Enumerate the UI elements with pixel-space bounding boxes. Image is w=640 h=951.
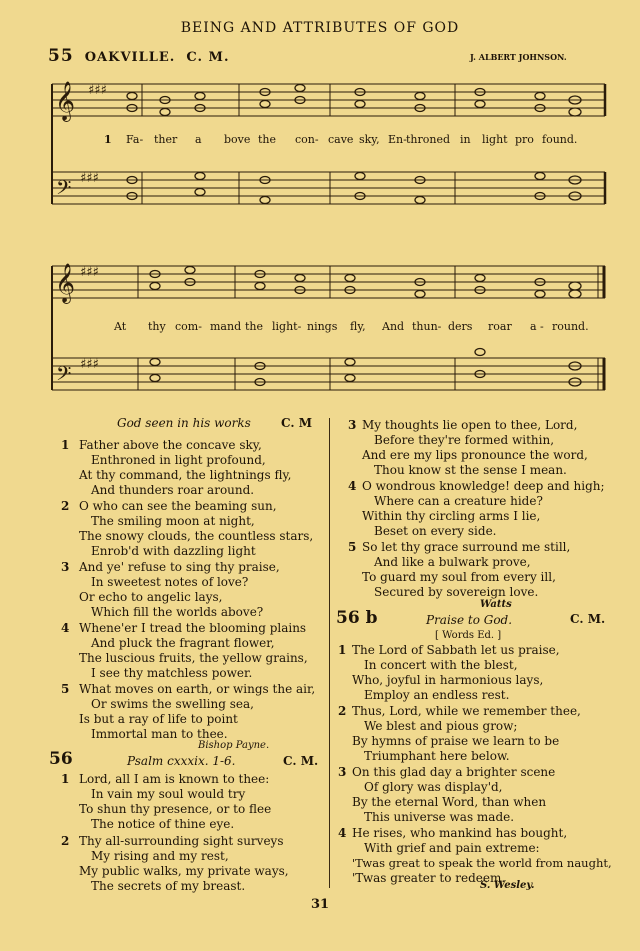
lyric-syllable: in [460, 133, 471, 146]
lyric-syllable: a [195, 133, 202, 146]
hymn-author: Bishop Payne. [198, 740, 270, 751]
tune-meter: C. M. [186, 50, 230, 65]
lyric-syllable: pro [515, 133, 534, 146]
stanza-number: 4 [61, 621, 70, 635]
hymn-meter: C. M. [283, 754, 319, 768]
verse-line: I see thy matchless power. [91, 666, 253, 680]
lyric-syllable: En- [388, 133, 407, 146]
lyric-syllable: fly, [350, 320, 366, 333]
verse-line: The Lord of Sabbath let us praise, [352, 643, 560, 657]
lyric-syllable: nings [307, 320, 338, 333]
verse-line: The snowy clouds, the countless stars, [79, 529, 314, 543]
lyric-syllable: found. [542, 133, 578, 146]
verse-line: Within thy circling arms I lie, [362, 509, 541, 523]
verse-line: And thunders roar around. [91, 483, 255, 497]
verse-line: Thou know st the sense I mean. [374, 463, 567, 477]
verse-line: To shun thy presence, or to flee [79, 802, 272, 816]
lyric-syllable: roar [488, 320, 512, 333]
verse-line: Thy all-surrounding sight surveys [79, 834, 284, 848]
lyric-syllable: light- [272, 320, 302, 333]
lyric-syllable: thy [148, 320, 166, 333]
stanza-number: 1 [338, 643, 347, 657]
stanza-number: 3 [338, 765, 347, 779]
stanza-number: 5 [348, 540, 357, 554]
verse-line: This universe was made. [364, 810, 515, 824]
lyric-syllable: sky, [359, 133, 380, 146]
lyric-syllable: mand [210, 320, 242, 333]
stanza-number: 5 [61, 682, 70, 696]
svg-text:♯♯♯: ♯♯♯ [88, 83, 107, 98]
verse-line: 'Twas great to speak the world from naught, [352, 856, 612, 870]
verse-line: And pluck the fragrant flower, [91, 636, 275, 650]
lyric-syllable: ther [154, 133, 178, 146]
stanza-number: 2 [61, 834, 70, 848]
lyric-syllable: And [382, 320, 405, 333]
hymn-55-text [49, 416, 325, 893]
verse-line: So let thy grace surround me still, [362, 540, 571, 554]
lyric-syllable: - [540, 320, 544, 333]
verse-line: The secrets of my breast. [91, 879, 246, 893]
verse-line: My public walks, my private ways, [79, 864, 289, 878]
hymn-note: [ Words Ed. ] [435, 630, 502, 641]
verse-line: In sweetest notes of love? [91, 575, 249, 589]
lyric-syllable: light [482, 133, 508, 146]
verse-line: Of glory was display'd, [364, 780, 503, 794]
verse-line: Or echo to angelic lays, [79, 590, 223, 604]
svg-text:𝄢: 𝄢 [56, 176, 72, 204]
verse-line: We blest and pious grow; [364, 719, 518, 733]
stanza-number: 2 [61, 499, 70, 513]
hymn-number: 56 b [336, 608, 378, 628]
verse-line: By the eternal Word, than when [352, 795, 547, 809]
svg-text:𝄢: 𝄢 [56, 362, 72, 390]
lyric-syllable: 1 [104, 133, 112, 146]
verse-line: My thoughts lie open to thee, Lord, [362, 418, 578, 432]
svg-text:𝄞: 𝄞 [55, 81, 76, 121]
hymn-title: God seen in his works [117, 416, 251, 430]
stanza-number: 1 [61, 438, 70, 452]
hymn-title: Psalm cxxxix. 1-6. [127, 754, 236, 768]
verse-line: And like a bulwark prove, [374, 555, 531, 569]
verse-line: Triumphant here below. [364, 749, 510, 763]
stanza-number: 1 [61, 772, 70, 786]
verse-line: Beset on every side. [374, 524, 497, 538]
verse-line: To guard my soul from every ill, [362, 570, 556, 584]
verse-line: At thy command, the lightnings fly, [79, 468, 292, 482]
verse-line: The luscious fruits, the yellow grains, [79, 651, 308, 665]
verse-line: By hymns of praise we learn to be [352, 734, 560, 748]
lyric-syllable: throned [406, 133, 451, 146]
right-column-text [336, 416, 630, 896]
verse-line: In vain my soul would try [91, 787, 246, 801]
lyric-syllable: a [530, 320, 537, 333]
lyric-syllable: ders [448, 320, 473, 333]
verse-line: Whene'er I tread the blooming plains [79, 621, 307, 635]
verse-line: My rising and my rest, [91, 849, 229, 863]
tune-heading [48, 46, 229, 66]
hymn-author: S. Wesley. [480, 880, 535, 891]
lyric-syllable: round. [552, 320, 589, 333]
tune-composer: J. ALBERT JOHNSON. [470, 52, 567, 62]
verse-line: He rises, who mankind has bought, [352, 826, 568, 840]
verse-line: In concert with the blest, [364, 658, 518, 672]
verse-line: The smiling moon at night, [91, 514, 255, 528]
verse-line: Where can a creature hide? [374, 494, 543, 508]
tune-number: 55 [48, 46, 74, 66]
lyric-syllable: thun- [412, 320, 442, 333]
verse-line: O who can see the beaming sun, [79, 499, 277, 513]
svg-text:♯♯♯: ♯♯♯ [80, 171, 99, 186]
svg-text:♯♯♯: ♯♯♯ [80, 265, 99, 280]
verse-line: What moves on earth, or wings the air, [79, 682, 316, 696]
stanza-number: 4 [338, 826, 347, 840]
page-header: BEING AND ATTRIBUTES OF GOD [180, 20, 460, 36]
music-lyrics-line1 [100, 133, 600, 149]
verse-line: Thus, Lord, while we remember thee, [352, 704, 581, 718]
verse-line: Father above the concave sky, [79, 438, 262, 452]
hymn-number: 56 [49, 749, 73, 769]
hymn-meter: C. M [281, 416, 312, 430]
lyric-syllable: cave [328, 133, 354, 146]
lyric-syllable: the [245, 320, 264, 333]
verse-line: Who, joyful in harmonious lays, [352, 673, 544, 687]
svg-text:♯♯♯: ♯♯♯ [80, 357, 99, 372]
lyric-syllable: com- [175, 320, 202, 333]
lyric-syllable: the [258, 133, 277, 146]
verse-line: On this glad day a brighter scene [352, 765, 556, 779]
verse-line: And ye' refuse to sing thy praise, [79, 560, 280, 574]
lyric-syllable: Fa- [126, 133, 144, 146]
verse-line: Before they're formed within, [374, 433, 555, 447]
verse-line: With grief and pain extreme: [364, 841, 540, 855]
verse-line: Enrob'd with dazzling light [91, 544, 256, 558]
verse-line: Secured by sovereign love. [374, 585, 539, 599]
verse-line: Employ an endless rest. [364, 688, 510, 702]
stanza-number: 4 [348, 479, 357, 493]
page-number: 31 [310, 897, 330, 912]
stanza-number: 2 [338, 704, 347, 718]
hymn-author: Watts [480, 599, 512, 610]
verse-line: The notice of thine eye. [91, 817, 235, 831]
column-divider [329, 418, 330, 888]
lyric-syllable: con- [295, 133, 319, 146]
verse-line: Lord, all I am is known to thee: [79, 772, 270, 786]
svg-text:𝄞: 𝄞 [55, 263, 76, 303]
lyric-syllable: At [114, 320, 127, 333]
lyric-syllable: bove [224, 133, 251, 146]
music-lyrics-line2 [100, 320, 600, 336]
verse-line: Which fill the worlds above? [91, 605, 264, 619]
verse-line: Is but a ray of life to point [79, 712, 238, 726]
tune-name: OAKVILLE. [84, 50, 176, 65]
verse-line: And ere my lips pronounce the word, [362, 448, 588, 462]
verse-line: Enthroned in light profound, [91, 453, 266, 467]
verse-line: O wondrous knowledge! deep and high; [362, 479, 605, 493]
stanza-number: 3 [348, 418, 357, 432]
hymn-meter: C. M. [570, 612, 606, 626]
verse-line: 'Twas greater to redeem. [352, 871, 506, 885]
verse-line: Or swims the swelling sea, [91, 697, 254, 711]
verse-line: Immortal man to thee. [91, 727, 228, 741]
hymn-title: Praise to God. [426, 613, 513, 627]
stanza-number: 3 [61, 560, 70, 574]
